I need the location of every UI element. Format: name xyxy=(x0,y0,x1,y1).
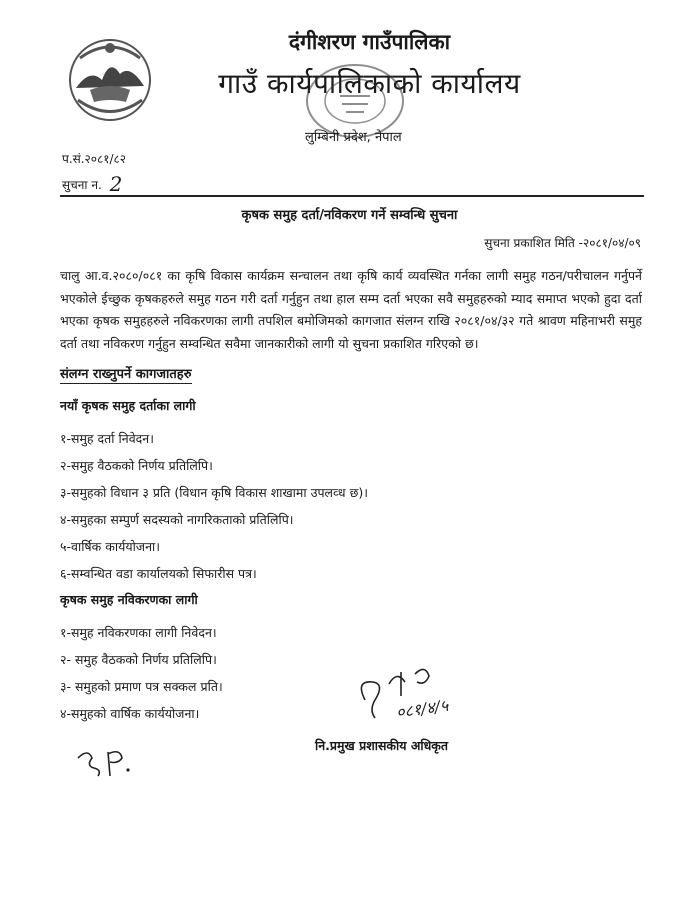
list-item: ३- समुहको प्रमाण पत्र सक्कल प्रति। xyxy=(60,679,223,694)
header-divider xyxy=(60,195,644,197)
list-item: ३-समुहको विधान ३ प्रति (विधान कृषि विकास शाखामा उपलव्ध छ)। xyxy=(60,485,368,500)
list-item: ४-समुहका सम्पुर्ण सदस्यको नागरिकताको प्रतिलिपि। xyxy=(60,512,294,527)
signatory-title: नि.प्रमुख प्रशासकीय अधिकृत xyxy=(315,738,449,753)
list-item: १-समुह दर्ता निवेदन। xyxy=(60,431,154,446)
notice-subject: कृषक समुह दर्ता/नविकरण गर्ने सम्वन्धि सुचना xyxy=(241,208,458,223)
office-name: गाउँ कार्यपालिकाको कार्यालय xyxy=(218,67,521,100)
list-item: ५-वार्षिक कार्ययोजना। xyxy=(60,539,160,554)
notice-number-value: 2 xyxy=(109,172,123,196)
list-item: २- समुह वैठकको निर्णय प्रतिलिपि। xyxy=(60,652,217,667)
handwritten-date: ०८१/४/५ xyxy=(394,695,450,722)
handwritten-initials-icon xyxy=(70,740,140,780)
list-item: २-समुह वैठकको निर्णय प्रतिलिपि। xyxy=(60,458,213,473)
notice-number-row xyxy=(62,170,122,194)
notice-body: चालु आ.व.२०८०/०८१ का कृषि विकास कार्यक्रम सन्चालन तथा कृषि कार्य व्यवस्थित गर्नका लागी समुह गठन/परीचालन गर्नुपर्ने भएकोले ईच्छुक कृषकहरुले समुह गठन गरी दर्ता गर्नुहुन तथा हाल सम्म दर्ता भएका सवै समुहहरुको म्याद समाप्त भएको हुदा दर्ता भएका कृषक समुहहरुले नविकरणका लागी तपशिल बमोजिमको कागजात संलग्न राखि २०८१/०४/३२ गते श्रावण महिनाभरी समुह दर्ता तथा नविकरण गर्नुहुन सम्वन्धित सवैमा जानकारीको लागी यो सुचना प्रकाशित गरिएको छ। xyxy=(60,268,642,351)
attachments-heading: संलग्न राख्नुपर्ने कागजातहरु xyxy=(60,364,192,384)
list-item: ६-सम्वन्धित वडा कार्यालयको सिफारीस पत्र। xyxy=(60,566,257,581)
published-date: सुचना प्रकाशित मिति -२०८१/०४/०९ xyxy=(484,236,641,250)
list-item: ४-समुहको वार्षिक कार्ययोजना। xyxy=(60,706,200,721)
office-address: लुम्बिनी प्रदेश, नेपाल xyxy=(305,130,402,145)
notice-number-label: सुचना न. xyxy=(62,178,102,192)
reference-number: प.सं.२०८१/८२ xyxy=(62,152,127,166)
handwritten-signature-icon xyxy=(345,660,495,730)
registration-heading: नयाँ कृषक समुह दर्ताका लागी xyxy=(60,398,196,413)
renewal-heading: कृषक समुह नविकरणका लागी xyxy=(60,592,198,607)
org-name: दंगीशरण गाउँपालिका xyxy=(288,30,451,54)
list-item: १-समुह नविकरणका लागी निवेदन। xyxy=(60,625,217,640)
